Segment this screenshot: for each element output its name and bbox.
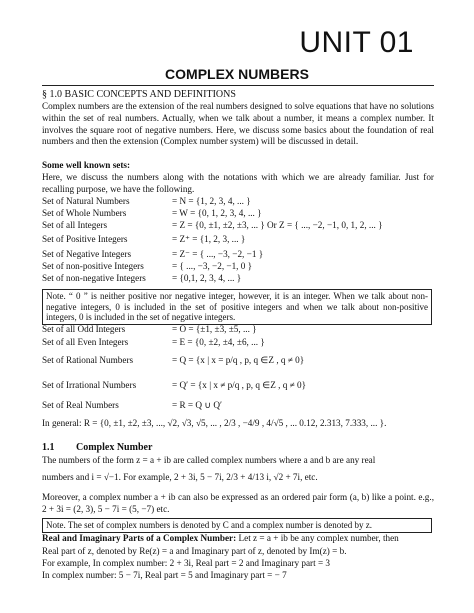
- ordered-pair-text: Moreover, a complex number a + ib can also be expressed as an ordered pair form (a, b) like a point. e.g., 2 + 3i = (2, 3), 5 − 7i = (5, −7) etc.: [42, 492, 434, 514]
- in-general-line: In general: R = {0, ±1, ±2, ±3, ..., √2, √3, √5, ... , 2/3 , −4/9 , 4/√5 , ... 0.12, 2.313, 7.333, ... }.: [42, 418, 387, 428]
- set-value: = {0,1, 2, 3, 4, ... }: [172, 273, 242, 283]
- real-imaginary-example-2: In complex number: 5 − 7i, Real part = 5 and Imaginary part = − 7: [42, 570, 287, 580]
- real-imaginary-example-1: For example, In complex number: 2 + 3i, Real part = 2 and Imaginary part = 3: [42, 558, 331, 568]
- complex-number-text: The numbers of the form z = a + ib are called complex numbers where a and b are any real: [42, 455, 376, 465]
- set-row: [42, 400, 434, 412]
- set-row: [42, 273, 434, 285]
- set-label: Set of all Even Integers: [42, 337, 129, 347]
- well-known-heading: Some well known sets:: [42, 160, 131, 170]
- set-value: = R = Q ∪ Q′: [172, 400, 222, 410]
- set-value: = E = {0, ±2, ±4, ±6, ... }: [172, 337, 265, 347]
- set-row: [42, 380, 434, 392]
- real-imaginary-definition: Real part of z, denoted by Re(z) = a and Imaginary part of z, denoted by Im(z) = b.: [42, 546, 347, 556]
- set-value: = Z⁻ = { ..., −3, −2, −1 }: [172, 249, 264, 259]
- intro-paragraph: Complex numbers are the extension of the real numbers designed to solve equations that have no solutions within the set of real numbers. Actually, when we talk about a number, it means a complex number. It involves the square root of negative numbers. Here, we discuss some basics about the foundation of real numbers and then the extension (Complex number system) will be discussed in detail.: [42, 101, 434, 147]
- set-label: Set of non-negative Integers: [42, 273, 146, 283]
- set-label: Set of Rational Numbers: [42, 355, 134, 365]
- complex-number-examples: numbers and i = √−1. For example, 2 + 3i, 5 − 7i, 2/3 + 4/13 i, √2 + 7i, etc.: [42, 472, 318, 482]
- section-heading-1-0: § 1.0 BASIC CONCEPTS AND DEFINITIONS: [42, 89, 236, 100]
- set-value: = N = {1, 2, 3, 4, ... }: [172, 196, 251, 206]
- real-imaginary-heading: Real and Imaginary Parts of a Complex Number:: [42, 533, 237, 543]
- set-label: Set of Real Numbers: [42, 400, 119, 410]
- set-label: Set of Positive Integers: [42, 234, 128, 244]
- section-heading-1-1: [42, 442, 152, 453]
- set-value: = Q = {x | x = p/q , p, q ∈Z , q ≠ 0}: [172, 355, 305, 365]
- set-row: [42, 324, 434, 336]
- set-label: Set of all Integers: [42, 220, 108, 230]
- set-label: Set of Irrational Numbers: [42, 380, 137, 390]
- set-value: = { ..., −3, −2, −1, 0 }: [172, 261, 253, 271]
- set-row: [42, 196, 434, 208]
- set-label: Set of Whole Numbers: [42, 208, 127, 218]
- set-value: = Z⁺ = {1, 2, 3, ... }: [172, 234, 246, 244]
- real-imaginary-intro: Let z = a + ib be any complex number, then: [236, 533, 399, 543]
- set-row: [42, 261, 434, 273]
- title-rule: [42, 85, 434, 86]
- set-row: [42, 234, 434, 246]
- real-imaginary-line: [42, 533, 434, 543]
- chapter-title: COMPLEX NUMBERS: [165, 66, 309, 82]
- set-value: = O = {±1, ±3, ±5, ... }: [172, 324, 257, 334]
- set-label: Set of all Odd Integers: [42, 324, 126, 334]
- set-value: = Z = {0, ±1, ±2, ±3, ... } Or Z = { ..., −2, −1, 0, 1, 2, ... }: [172, 220, 383, 230]
- set-label: Set of Natural Numbers: [42, 196, 130, 206]
- set-row: [42, 337, 434, 349]
- unit-heading: UNIT 01: [299, 26, 414, 59]
- set-label: Set of non-positive Integers: [42, 261, 144, 271]
- well-known-text: Here, we discuss the numbers along with the notations with which we are already familiar. Just for recalling purpose, we have the following.: [42, 172, 434, 194]
- set-value: = W = {0, 1, 2, 3, 4, ... }: [172, 208, 262, 218]
- set-row: [42, 249, 434, 261]
- note-box-notation: Note. The set of complex numbers is denoted by C and a complex number is denoted by z.: [42, 518, 432, 533]
- set-label: Set of Negative Integers: [42, 249, 132, 259]
- set-value: = Q′ = {x | x ≠ p/q , p, q ∈Z , q ≠ 0}: [172, 380, 307, 390]
- set-row: [42, 220, 434, 232]
- set-row: [42, 355, 434, 367]
- section-number: 1.1: [42, 442, 55, 453]
- section-title: Complex Number: [76, 442, 153, 453]
- set-row: [42, 208, 434, 220]
- note-box-zero: Note. “ 0 ” is neither positive nor negative integer, however, it is an integer. When we talk about non-negative integers, 0 is included in the set of positive integers and when we talk about non-positive integers, 0 is included in the set of negative integers.: [42, 289, 432, 325]
